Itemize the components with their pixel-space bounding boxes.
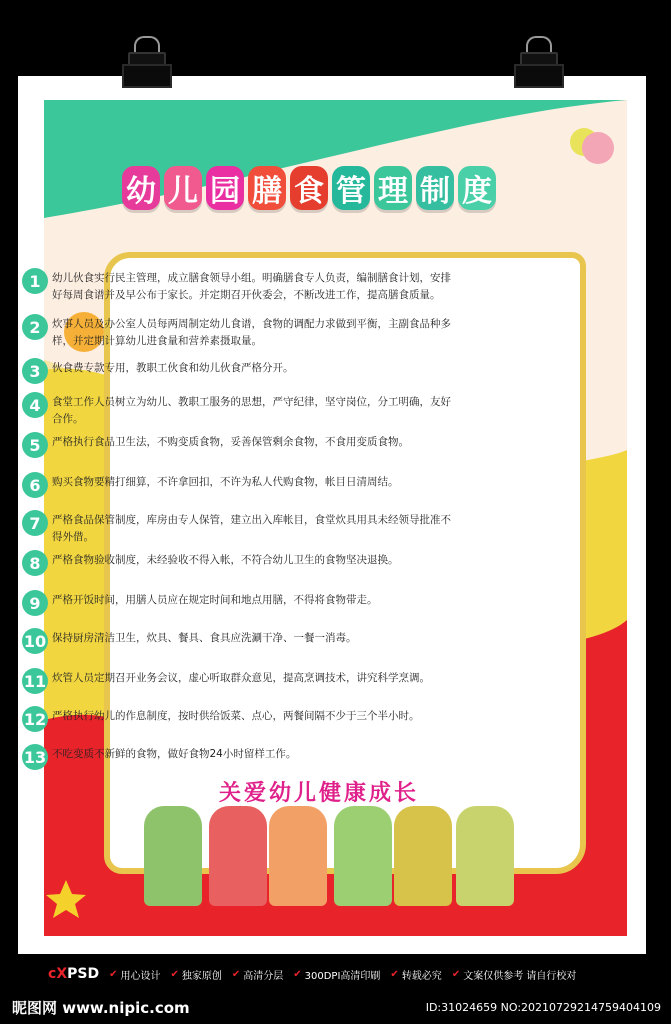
check-icon: ✔ [390,968,399,980]
item-number: 3 [22,358,48,384]
child-figure-icon [144,806,202,906]
feature-item [170,967,221,982]
item-text: 严格执行幼儿的作息制度，按时供给饭菜、点心，两餐间隔不少于三个半小时。 [52,710,420,722]
feature-item [390,967,441,982]
title-char: 食 [290,166,328,210]
footer-bar [48,960,630,988]
title-char: 膳 [248,166,286,210]
item-text: 幼儿伙食实行民主管理，成立膳食领导小组。明确膳食专人负责，编制膳食计划，安排好每周食谱并及早公布于家长。并定期召开伙委会，不断改进工作，提高膳食质量。 [52,272,451,301]
poster-artwork [23,100,627,936]
check-icon: ✔ [451,968,461,980]
check-icon: ✔ [231,968,241,980]
title-char: 度 [458,166,496,210]
check-icon: ✔ [109,968,118,980]
item-number: 6 [22,472,48,498]
logo-x: X [56,966,68,982]
feature-item [293,967,380,982]
page-title [122,166,496,210]
watermark-bar [0,990,671,1024]
title-char: 制 [416,166,454,210]
item-text: 伙食费专款专用，教职工伙食和幼儿伙食严格分开。 [52,362,294,374]
item-number: 2 [22,314,48,340]
slogan: 关爱幼儿健康成长 [219,781,420,806]
check-icon: ✔ [170,968,179,980]
id-info: ID:31024659 NO:20210729214759404109 [425,1000,661,1014]
feature-item [232,967,283,982]
item-text: 食堂工作人员树立为幼儿、教职工服务的思想，严守纪律，坚守岗位，分工明确，友好合作。 [52,396,451,425]
item-number: 9 [22,590,48,616]
item-number: 5 [22,432,48,458]
feature-label: 用心设计 [120,970,161,982]
title-char: 理 [374,166,412,210]
balloon-icon [582,132,614,164]
item-text: 炊事人员及办公室人员每两周制定幼儿食谱，食物的调配力求做到平衡，主副食品种多样，并定期计算幼儿进食量和营养素摄取量。 [52,318,451,347]
child-figure-icon [269,806,327,906]
item-text: 严格食品保管制度，库房由专人保管，建立出入库帐目，食堂炊具用具未经领导批准不得外借。 [52,514,451,543]
item-text: 购买食物要精打细算，不许拿回扣，不许为私人代购食物，帐目日清周结。 [52,476,399,488]
psd-logo [48,966,99,982]
item-number: 4 [22,392,48,418]
child-figure-icon [334,806,392,906]
item-text: 严格食物验收制度，未经验收不得入帐，不符合幼儿卫生的食物坚决退换。 [52,554,399,566]
item-text: 炊管人员定期召开业务会议，虚心听取群众意见，提高烹调技术，讲究科学烹调。 [52,672,430,684]
site-link[interactable]: 昵图网 www.nipic.com [12,998,190,1017]
check-icon: ✔ [293,968,302,980]
feature-label: 文案仅供参考 请自行校对 [463,970,577,982]
binder-clip-right-icon [520,42,554,84]
binder-clip-left-icon [128,42,162,84]
item-number: 13 [22,744,48,770]
item-number: 8 [22,550,48,576]
logo-rest: PSD [67,966,100,982]
title-char: 儿 [164,166,202,210]
item-text: 不吃变质不新鲜的食物，做好食物24小时留样工作。 [52,748,297,760]
title-char: 管 [332,166,370,210]
title-char: 园 [206,166,244,210]
item-number: 1 [22,268,48,294]
item-number: 10 [22,628,48,654]
item-text: 严格开饭时间，用膳人员应在规定时间和地点用膳，不得将食物带走。 [52,594,378,606]
title-char: 幼 [122,166,160,210]
logo-prefix: c [48,966,57,982]
child-figure-icon [209,806,267,906]
item-number: 12 [22,706,48,732]
feature-label: 300DPI高清印刷 [304,970,381,982]
feature-label: 转载必究 [401,970,442,982]
feature-label: 高清分层 [243,970,284,982]
item-text: 保持厨房清洁卫生，炊具、餐具、食具应洗涮干净、一餐一消毒。 [52,632,357,644]
feature-label: 独家原创 [181,970,222,982]
item-text: 严格执行食品卫生法，不购变质食物，妥善保管剩余食物，不食用变质食物。 [52,436,409,448]
feature-item [109,967,160,982]
child-figure-icon [394,806,452,906]
item-number: 7 [22,510,48,536]
child-figure-icon [456,806,514,906]
feature-item [452,967,577,982]
item-number: 11 [22,668,48,694]
